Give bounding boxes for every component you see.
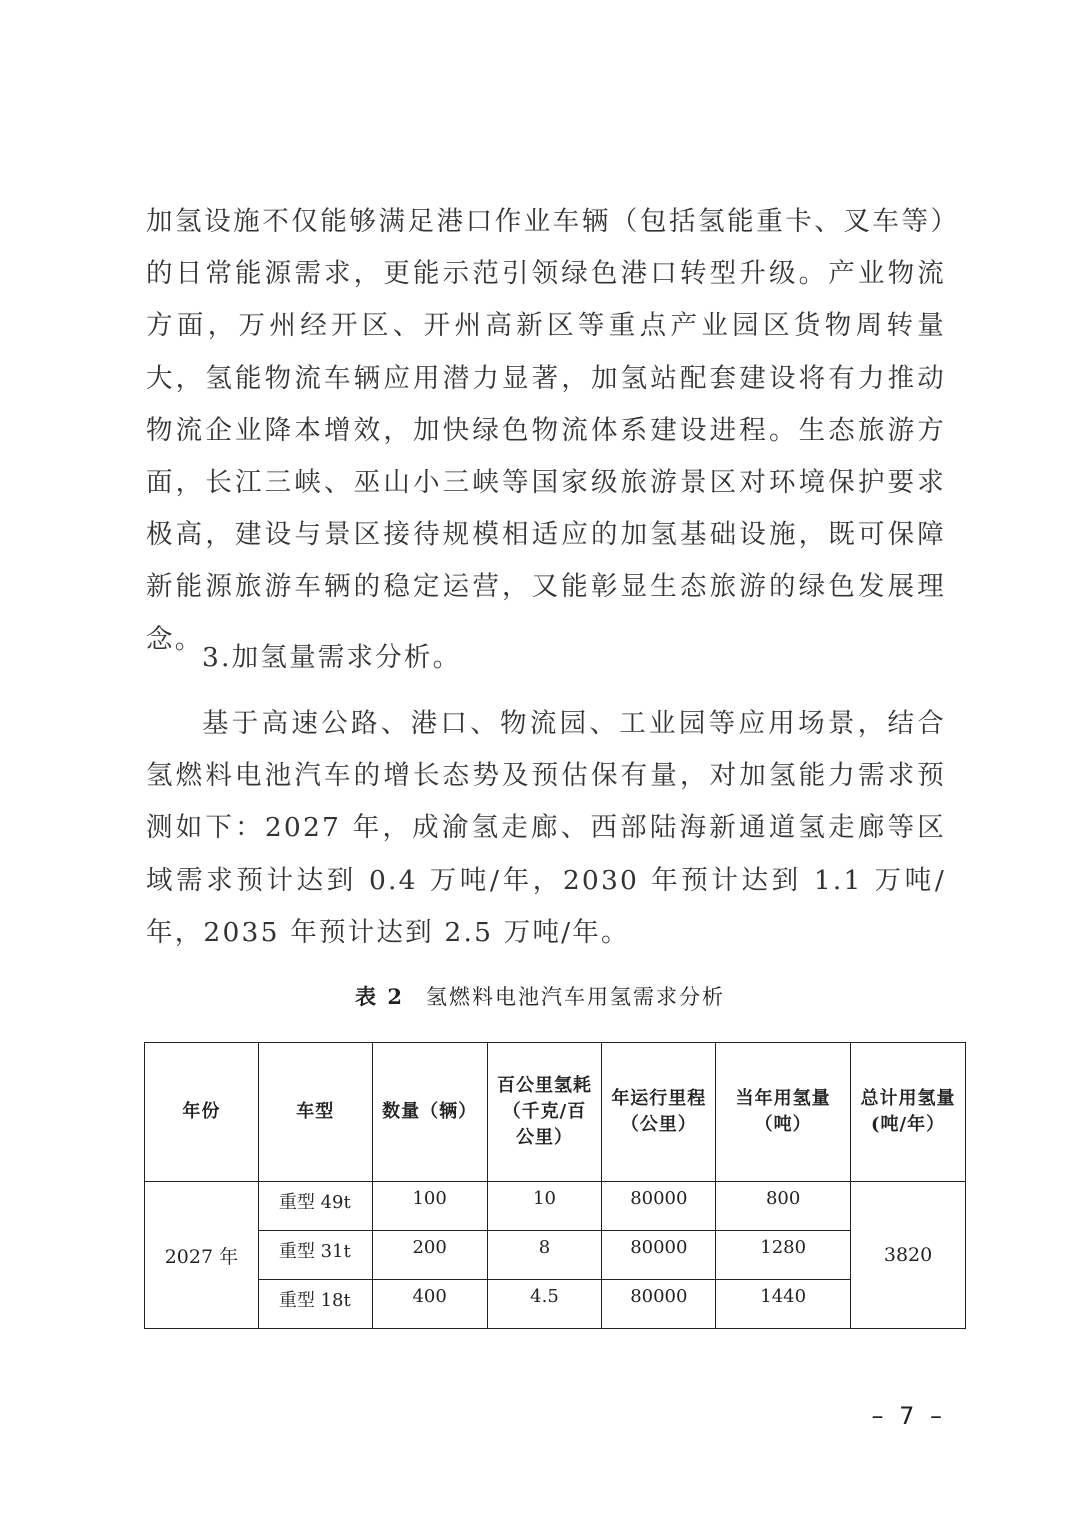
cell-consumption: 4.5 — [487, 1280, 602, 1329]
header-year: 年份 — [145, 1043, 259, 1182]
cell-total: 3820 — [851, 1182, 966, 1329]
cell-mileage: 80000 — [602, 1280, 716, 1329]
cell-count: 100 — [372, 1182, 487, 1231]
cell-count: 400 — [372, 1280, 487, 1329]
cell-year: 2027 年 — [145, 1182, 259, 1329]
cell-consumption: 10 — [487, 1182, 602, 1231]
cell-annual: 1440 — [716, 1280, 851, 1329]
table-row — [145, 1182, 966, 1231]
cell-annual: 800 — [716, 1182, 851, 1231]
paragraph-demand-forecast: 基于高速公路、港口、物流园、工业园等应用场景，结合氢燃料电池汽车的增长态势及预估保有量，对加氢能力需求预测如下：2027 年，成渝氢走廊、西部陆海新通道氢走廊等区域需求预计达到 0.4 万吨/年，2030 年预计达到 1.1 万吨/年，2035 年预计达到 2.5 万吨/年。 — [146, 708, 946, 948]
cell-annual: 1280 — [716, 1231, 851, 1280]
cell-mileage: 80000 — [602, 1231, 716, 1280]
table-caption-title: 氢燃料电池汽车用氢需求分析 — [425, 985, 725, 1009]
header-mileage: 年运行里程（公里） — [602, 1043, 716, 1182]
header-quantity: 数量（辆） — [372, 1043, 487, 1182]
cell-count: 200 — [372, 1231, 487, 1280]
table-row — [145, 1231, 966, 1280]
paragraph-hydrogen-scenarios: 加氢设施不仅能够满足港口作业车辆（包括氢能重卡、叉车等）的日常能源需求，更能示范引领绿色港口转型升级。产业物流方面，万州经开区、开州高新区等重点产业园区货物周转量大，氢能物流车辆应用潜力显著，加氢站配套建设将有力推动物流企业降本增效，加快绿色物流体系建设进程。生态旅游方面，长江三峡、巫山小三峡等国家级旅游景区对环境保护要求极高，建设与景区接待规模相适应的加氢基础设施，既可保障新能源旅游车辆的稳定运营，又能彰显生态旅游的绿色发展理念。 — [146, 206, 946, 655]
page-number: – 7 – — [871, 1402, 946, 1430]
cell-type: 重型 18t — [258, 1280, 372, 1329]
table-row — [145, 1280, 966, 1329]
hydrogen-demand-table — [144, 1042, 966, 1329]
header-vehicle-type: 车型 — [258, 1043, 372, 1182]
table-caption — [0, 981, 1080, 1011]
section-heading-demand-analysis: 3.加氢量需求分析。 — [202, 642, 462, 673]
header-consumption: 百公里氢耗（千克/百公里） — [487, 1043, 602, 1182]
header-annual-hydrogen: 当年用氢量（吨） — [716, 1043, 851, 1182]
cell-type: 重型 31t — [258, 1231, 372, 1280]
cell-consumption: 8 — [487, 1231, 602, 1280]
table-header-row — [145, 1043, 966, 1182]
cell-type: 重型 49t — [258, 1182, 372, 1231]
cell-mileage: 80000 — [602, 1182, 716, 1231]
table-caption-number: 表 2 — [355, 984, 404, 1009]
header-total-hydrogen: 总计用氢量(吨/年） — [851, 1043, 966, 1182]
